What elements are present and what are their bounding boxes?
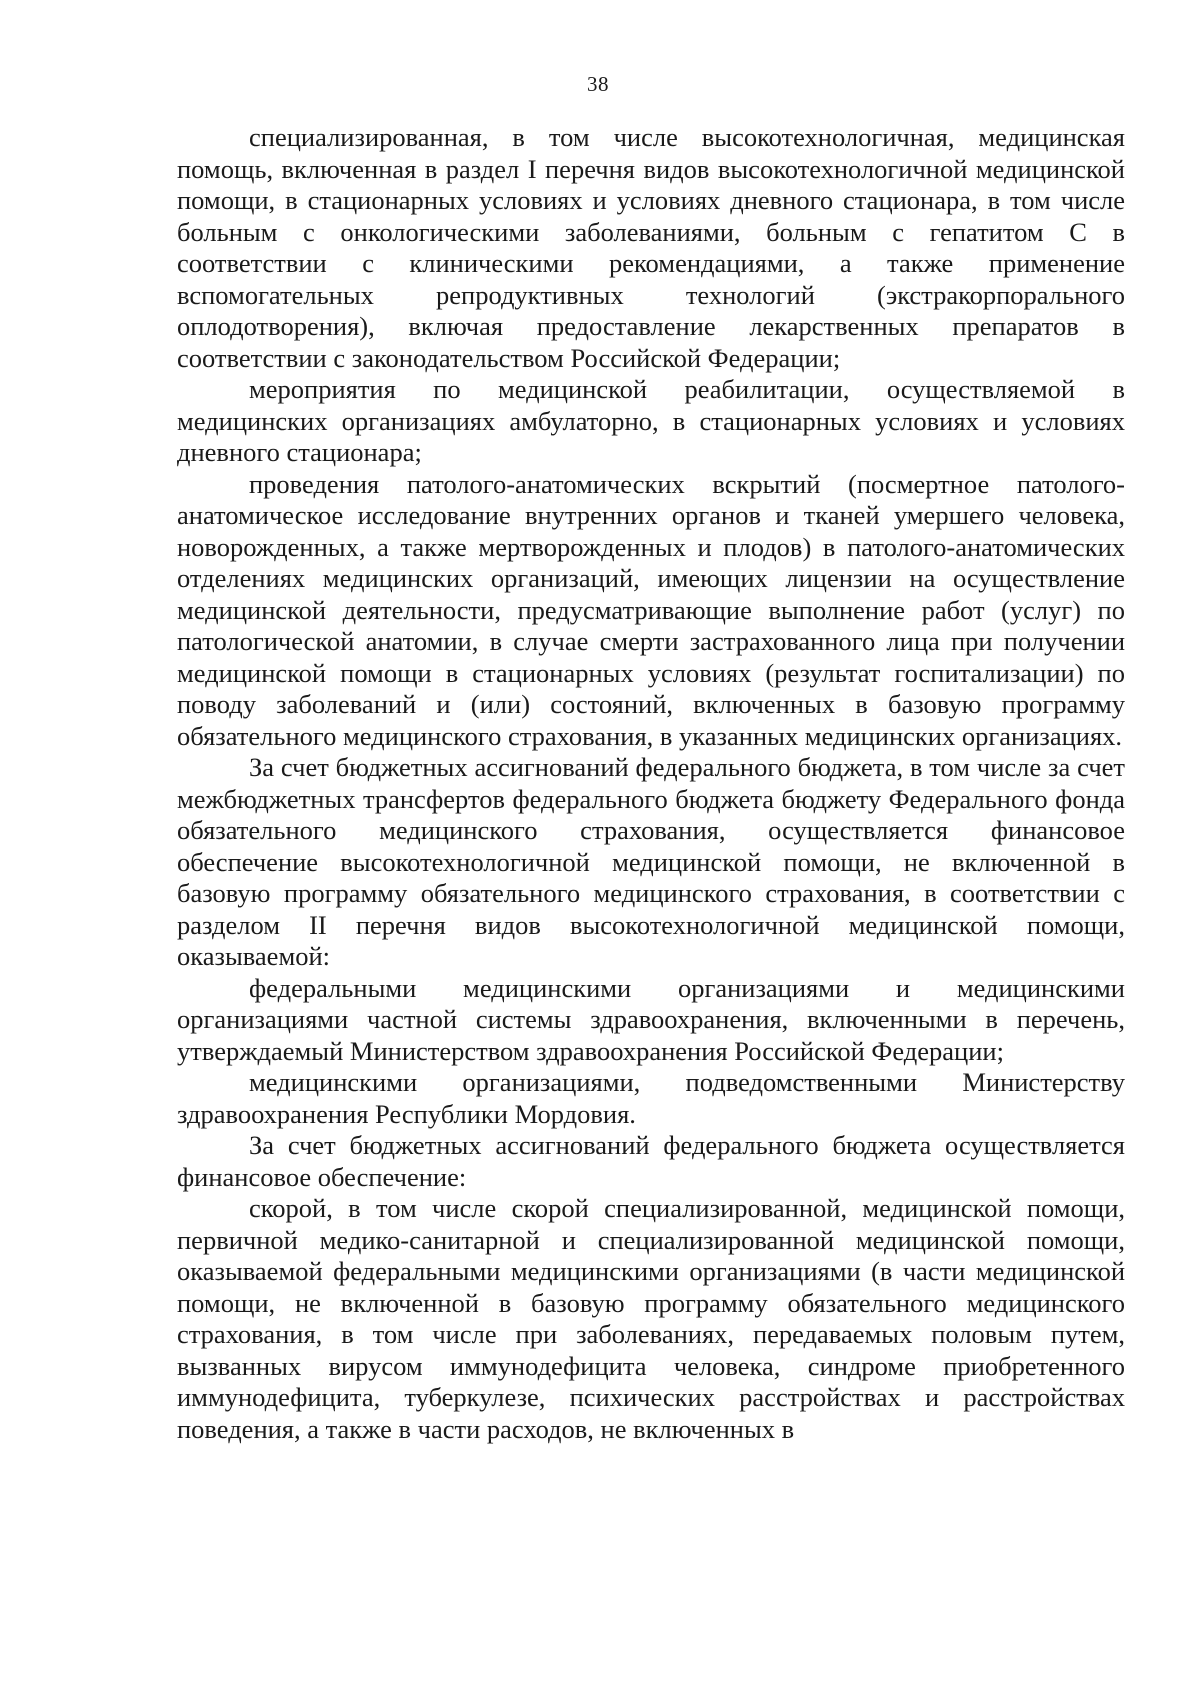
- page-number: 38: [587, 72, 609, 96]
- paragraph-emergency-care: скорой, в том числе скорой специализированной, медицинской помощи, первичной медико-санитарной и специализированной медицинской помощи, оказываемой федеральными медицинскими организациями (в части медицинской помощи, не включенной в базовую программу обязательного медицинского страхования, в том числе при заболеваниях, передаваемых половым путем, вызванных вирусом иммунодефицита человека, синдроме приобретенного иммунодефицита, туберкулезе, психических расстройствах и расстройствах поведения, а также в части расходов, не включенных в: [177, 1193, 1125, 1444]
- document-body: [177, 122, 1125, 1445]
- paragraph-mordovia-organizations: медицинскими организациями, подведомственными Министерству здравоохранения Республики Мордовия.: [177, 1067, 1125, 1129]
- paragraph-autopsies: проведения патолого-анатомических вскрытий (посмертное патолого-анатомическое исследование внутренних органов и тканей умершего человека, новорожденных, а также мертворожденных и плодов) в патолого-анатомических отделениях медицинских организаций, имеющих лицензии на осуществление медицинской деятельности, предусматривающие выполнение работ (услуг) по патологической анатомии, в случае смерти застрахованного лица при получении медицинской помощи в стационарных условиях (результат госпитализации) по поводу заболеваний и (или) состояний, включенных в базовую программу обязательного медицинского страхования, в указанных медицинских организациях.: [177, 468, 1125, 751]
- paragraph-federal-budget-financing: За счет бюджетных ассигнований федерального бюджета осуществляется финансовое обеспечение:: [177, 1130, 1125, 1192]
- paragraph-federal-organizations: федеральными медицинскими организациями и медицинскими организациями частной системы здравоохранения, включенными в перечень, утверждаемый Министерством здравоохранения Российской Федерации;: [177, 972, 1125, 1066]
- paragraph-federal-budget-high-tech: За счет бюджетных ассигнований федерального бюджета, в том числе за счет межбюджетных трансфертов федерального бюджета бюджету Федерального фонда обязательного медицинского страхования, осуществляется финансовое обеспечение высокотехнологичной медицинской помощи, не включенной в базовую программу обязательного медицинского страхования, в соответствии с разделом II перечня видов высокотехнологичной медицинской помощи, оказываемой:: [177, 752, 1125, 971]
- paragraph-rehabilitation: мероприятия по медицинской реабилитации, осуществляемой в медицинских организациях амбулаторно, в стационарных условиях и условиях дневного стационара;: [177, 374, 1125, 467]
- paragraph-specialized-care: специализированная, в том числе высокотехнологичная, медицинская помощь, включенная в раздел I перечня видов высокотехнологичной медицинской помощи, в стационарных условиях и условиях дневного стационара, в том числе больным с онкологическими заболеваниями, больным с гепатитом C в соответствии с клиническими рекомендациями, а также применение вспомогательных репродуктивных технологий (экстракорпорального оплодотворения), включая предоставление лекарственных препаратов в соответствии с законодательством Российской Федерации;: [177, 122, 1125, 373]
